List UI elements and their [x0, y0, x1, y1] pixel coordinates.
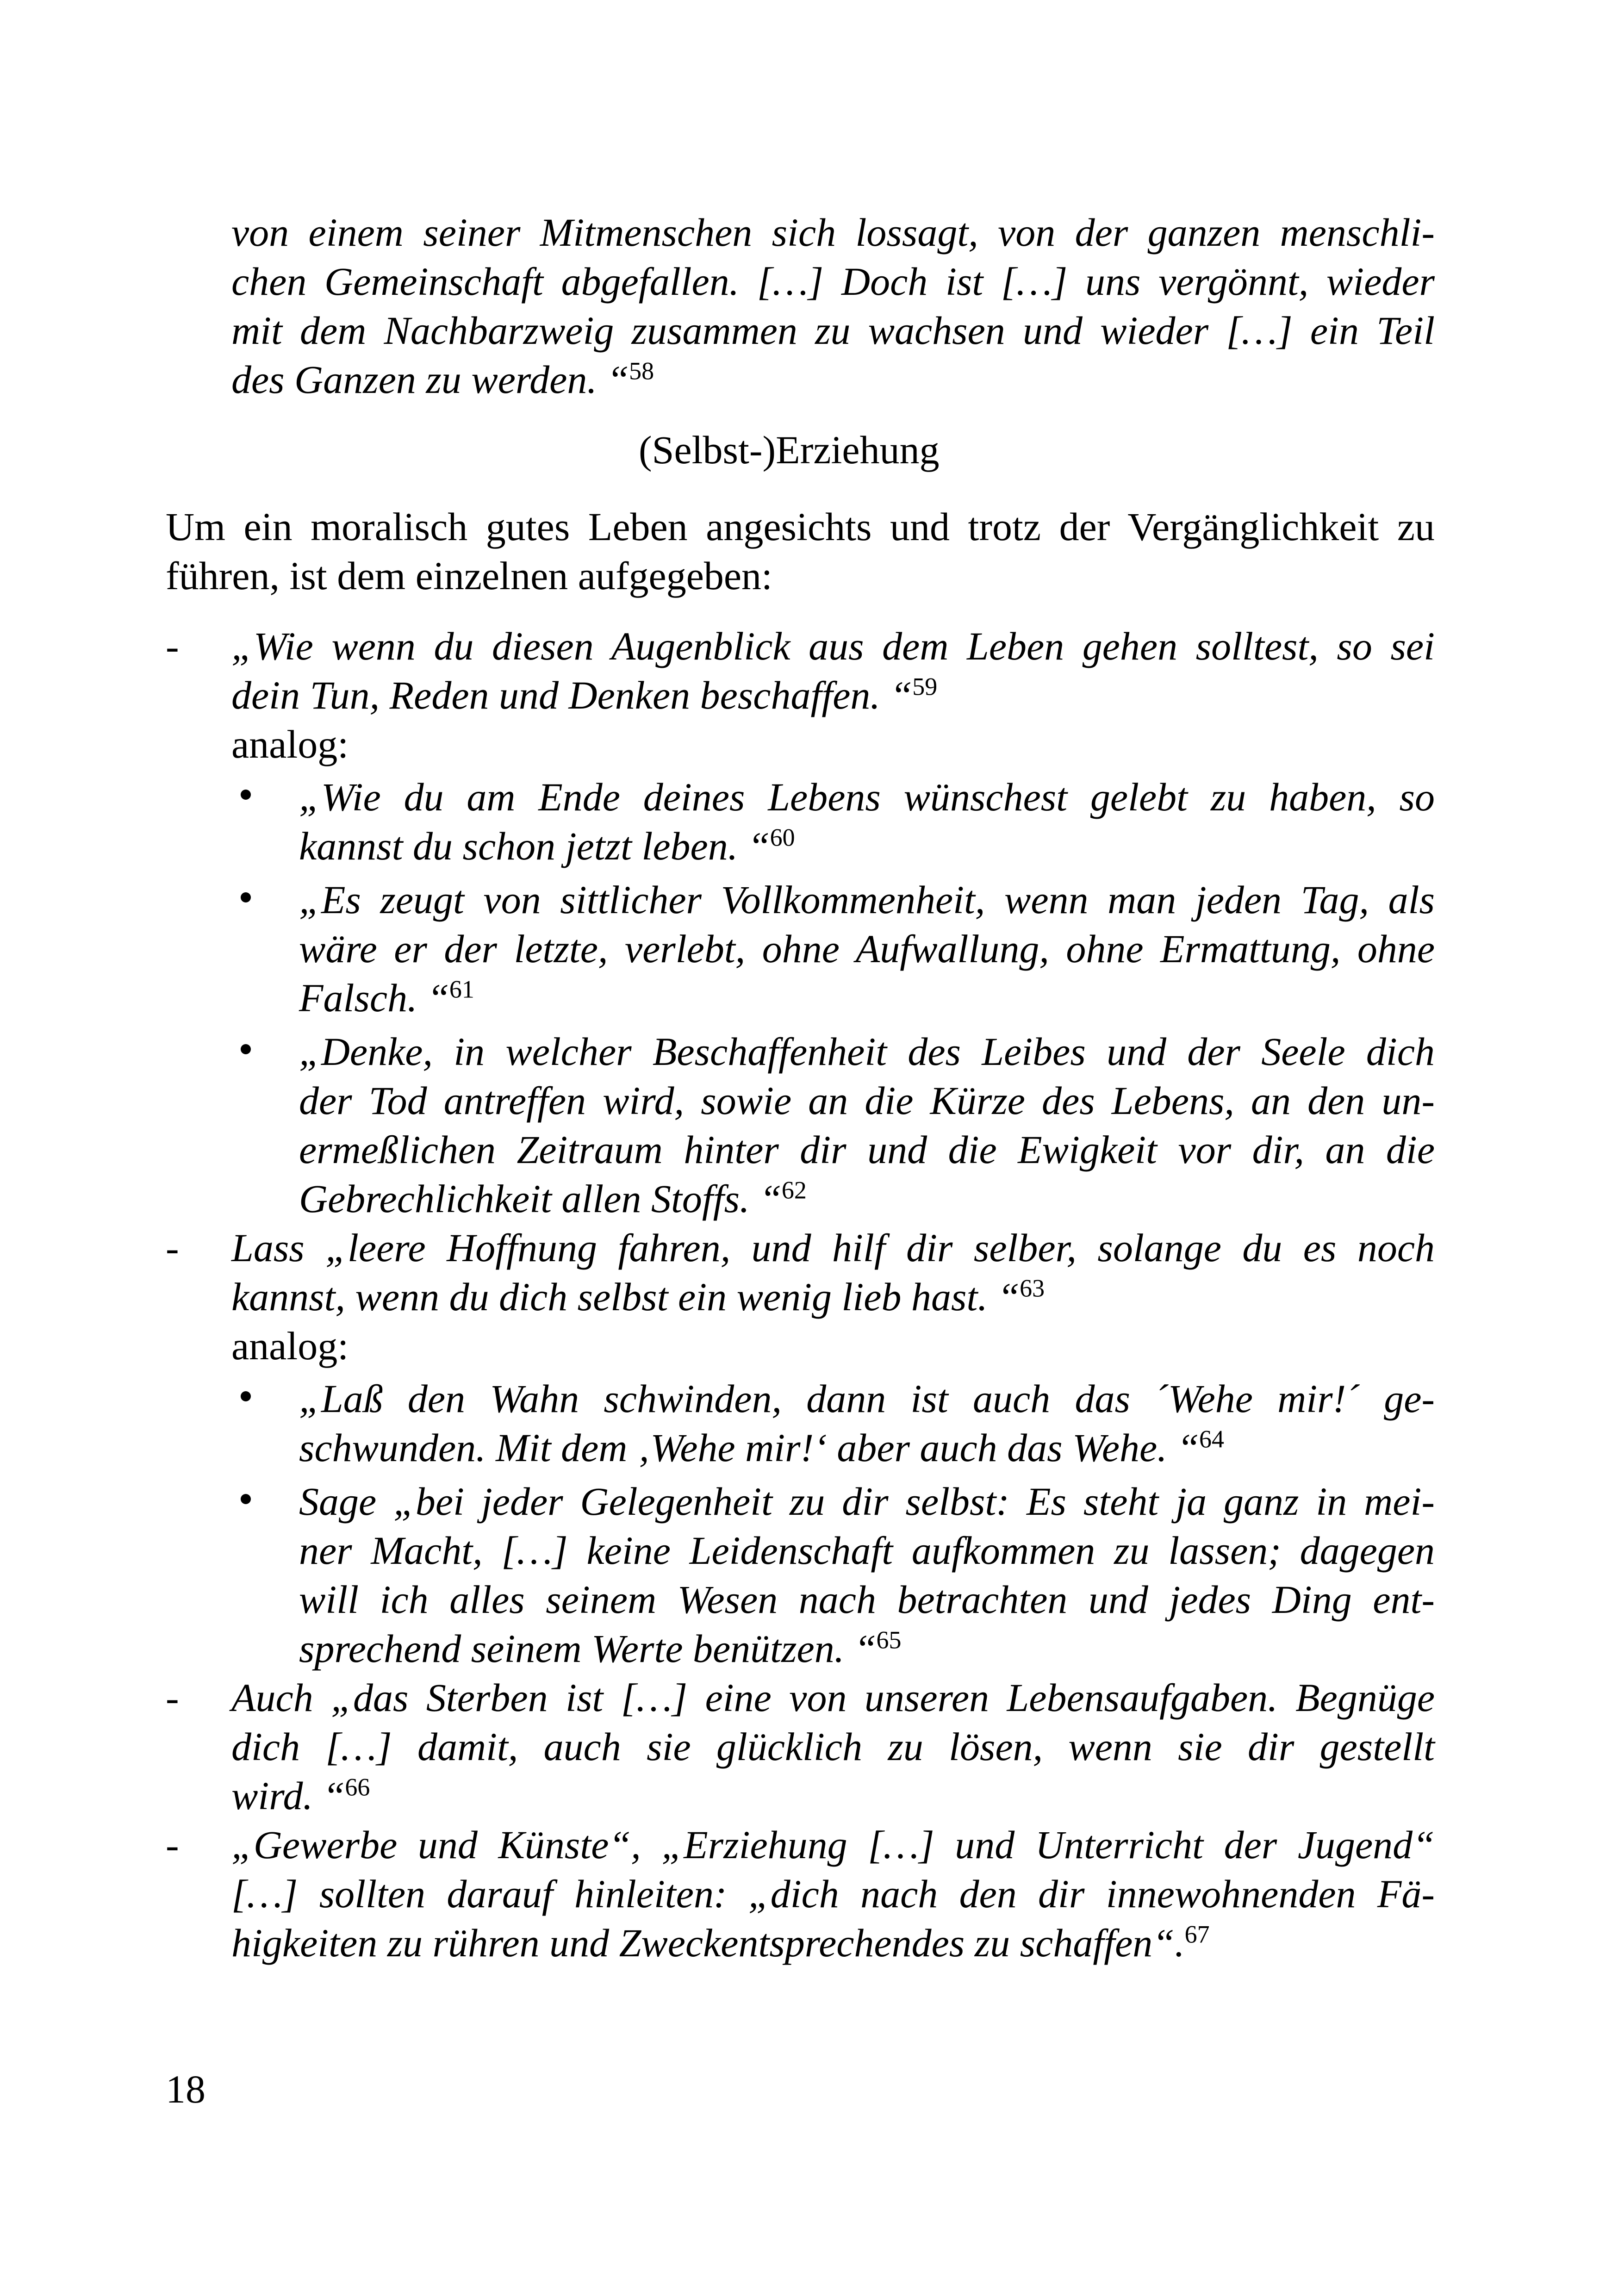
bullet-line	[299, 1175, 807, 1223]
bullet-text: kannst du schon jetzt leben. “	[299, 824, 770, 868]
intro-line: Um ein moralisch gutes Leben angesichts und trotz der Vergänglichkeit zu	[166, 504, 1435, 549]
bullet-line: „Wie du am Ende deines Lebens wünschest gelebt zu haben, so	[299, 775, 1435, 819]
bullet-line	[299, 1424, 1224, 1472]
item-line: dich […] damit, auch sie glücklich zu lösen, wenn sie dir gestellt	[231, 1724, 1435, 1769]
bullet-icon	[241, 1044, 251, 1054]
quote-line: chen Gemeinschaft abgefallen. […] Doch ist […] uns vergönnt, wieder	[231, 259, 1435, 304]
bullet-icon	[241, 892, 251, 902]
bullet-line	[299, 1624, 902, 1673]
page-number: 18	[166, 2067, 205, 2111]
dash-marker: -	[166, 1823, 179, 1867]
item-text: higkeiten zu rühren und Zweckentsprechendes zu schaffen“.	[231, 1921, 1185, 1965]
bullet-line: „Laß den Wahn schwinden, dann ist auch das ´Wehe mir!´ ge-	[299, 1376, 1435, 1421]
bullet-line: der Tod antreffen wird, sowie an die Kürze des Lebens, an den un-	[299, 1078, 1435, 1123]
item-line: Auch „das Sterben ist […] eine von unseren Lebensaufgaben. Begnüge	[231, 1675, 1435, 1720]
bullet-line: ner Macht, […] keine Leidenschaft aufkommen zu lassen; dagegen	[299, 1528, 1435, 1573]
bullet-line	[299, 974, 474, 1022]
footnote-ref: 62	[781, 1176, 807, 1204]
bullet-text: Falsch. “	[299, 976, 449, 1020]
item-line: „Wie wenn du diesen Augenblick aus dem Leben gehen solltest, so sei	[231, 624, 1435, 668]
item-text: wird. “	[231, 1773, 345, 1818]
item-line	[231, 1919, 1210, 1967]
item-line: […] sollten darauf hinleiten: „dich nach den dir innewohnenden Fä-	[231, 1872, 1435, 1916]
footnote-ref: 60	[770, 823, 795, 852]
footnote-ref: 65	[876, 1626, 902, 1654]
footnote-ref: 63	[1020, 1274, 1045, 1302]
bullet-icon	[241, 1494, 251, 1504]
footnote-ref: 58	[629, 357, 654, 385]
dash-marker: -	[166, 1675, 179, 1720]
bullet-line: „Denke, in welcher Beschaffenheit des Leibes und der Seele dich	[299, 1029, 1435, 1074]
bullet-text: Gebrechlichkeit allen Stoffs. “	[299, 1176, 782, 1221]
bullet-icon	[241, 790, 251, 800]
bullet-text: schwunden. Mit dem ‚Wehe mir!‘ aber auch das Wehe. “	[299, 1425, 1200, 1470]
dash-marker: -	[166, 1226, 179, 1270]
analog-label: analog:	[231, 722, 349, 766]
bullet-text: sprechend seinem Werte benützen. “	[299, 1626, 877, 1671]
intro-line: führen, ist dem einzelnen aufgegeben:	[166, 554, 772, 598]
analog-label: analog:	[231, 1324, 349, 1368]
bullet-line: ermeßlichen Zeitraum hinter dir und die Ewigkeit vor dir, an die	[299, 1127, 1435, 1172]
footnote-ref: 61	[449, 975, 474, 1003]
footnote-ref: 59	[912, 672, 938, 701]
item-line: „Gewerbe und Künste“, „Erziehung […] und Unterricht der Jugend“	[231, 1823, 1435, 1867]
bullet-line: „Es zeugt von sittlicher Vollkommenheit, wenn man jeden Tag, als	[299, 877, 1435, 922]
quote-text: des Ganzen zu werden. “	[231, 357, 629, 402]
quote-line: mit dem Nachbarzweig zusammen zu wachsen und wieder […] ein Teil	[231, 308, 1435, 353]
item-line	[231, 671, 937, 719]
quote-line	[231, 355, 654, 404]
item-line	[231, 1772, 370, 1820]
footnote-ref: 66	[345, 1773, 370, 1801]
item-text: kannst, wenn du dich selbst ein wenig lieb hast. “	[231, 1275, 1020, 1319]
bullet-line: will ich alles seinem Wesen nach betrachten und jedes Ding ent-	[299, 1577, 1435, 1622]
section-heading: (Selbst-)Erziehung	[639, 428, 940, 472]
item-line: Lass „leere Hoffnung fahren, und hilf dir selber, solange du es noch	[231, 1226, 1435, 1270]
bullet-icon	[241, 1391, 251, 1401]
bullet-line: Sage „bei jeder Gelegenheit zu dir selbst: Es steht ja ganz in mei-	[299, 1479, 1435, 1524]
bullet-line	[299, 822, 795, 870]
item-text: dein Tun, Reden und Denken beschaffen. “	[231, 673, 913, 717]
item-line	[231, 1273, 1045, 1321]
footnote-ref: 64	[1199, 1425, 1225, 1453]
dash-marker: -	[166, 624, 179, 668]
quote-line: von einem seiner Mitmenschen sich lossagt, von der ganzen menschli-	[231, 210, 1435, 255]
bullet-line: wäre er der letzte, verlebt, ohne Aufwallung, ohne Ermattung, ohne	[299, 927, 1435, 971]
footnote-ref: 67	[1184, 1920, 1210, 1948]
